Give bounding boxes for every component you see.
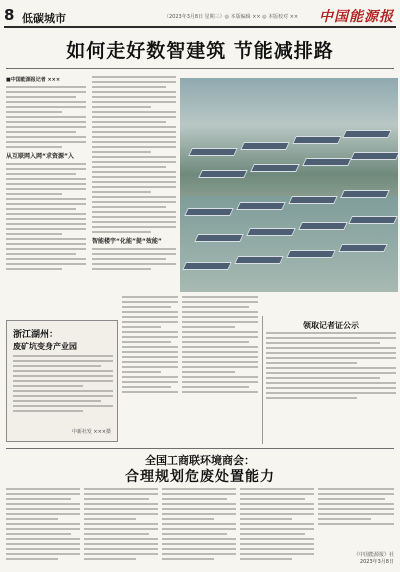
footer-line-1: 《中国能源报》社: [353, 552, 394, 558]
footer-note: [354, 552, 394, 566]
article-column-4: [122, 296, 178, 396]
story-2-column-2: [84, 488, 158, 563]
story-2-kicker: 全国工商联环境商会：: [145, 454, 255, 467]
section-name: 低碳城市: [22, 12, 66, 25]
notice-title: 领取记者证公示: [303, 321, 359, 330]
subhead-1: 从互联网入网“求资源”入: [6, 153, 74, 160]
photo-credit: 中新社发 ×××摄: [71, 429, 111, 435]
story-2-column-3: [162, 488, 236, 563]
page-number: 8: [4, 6, 15, 24]
subhead-2: 智能楼宇“化能”提“效能”: [92, 238, 162, 245]
dateline: （2023年3月8日 星期三）◎ 本版编辑 ×× ◎ 本版校对 ××: [164, 14, 299, 20]
article-column-1: [6, 76, 86, 273]
divider: [6, 448, 394, 449]
story-2-column-1: [6, 488, 80, 563]
divider: [262, 316, 263, 444]
divider: [6, 68, 394, 69]
story-2-column-4: [240, 488, 314, 563]
caption-title-2: 废矿坑变身产业园: [13, 342, 77, 351]
solar-farm-photo: [180, 78, 398, 292]
story-2-column-5: [318, 488, 394, 528]
page-header: [4, 6, 396, 28]
author-tag: ■中国能源报记者 ×××: [6, 77, 61, 83]
article-column-2: [92, 76, 176, 273]
photo-caption-box: [6, 320, 118, 442]
main-headline: 如何走好数智建筑 节能减排路: [66, 40, 334, 62]
notice-body: [266, 332, 396, 402]
footer-line-2: 2023年3月8日: [359, 559, 394, 565]
story-2-headline: 合理规划危废处置能力: [125, 469, 275, 485]
masthead-logo: 中国能源报: [319, 9, 394, 25]
caption-title-1: 浙江湖州：: [13, 330, 59, 340]
article-column-3: [182, 296, 258, 396]
